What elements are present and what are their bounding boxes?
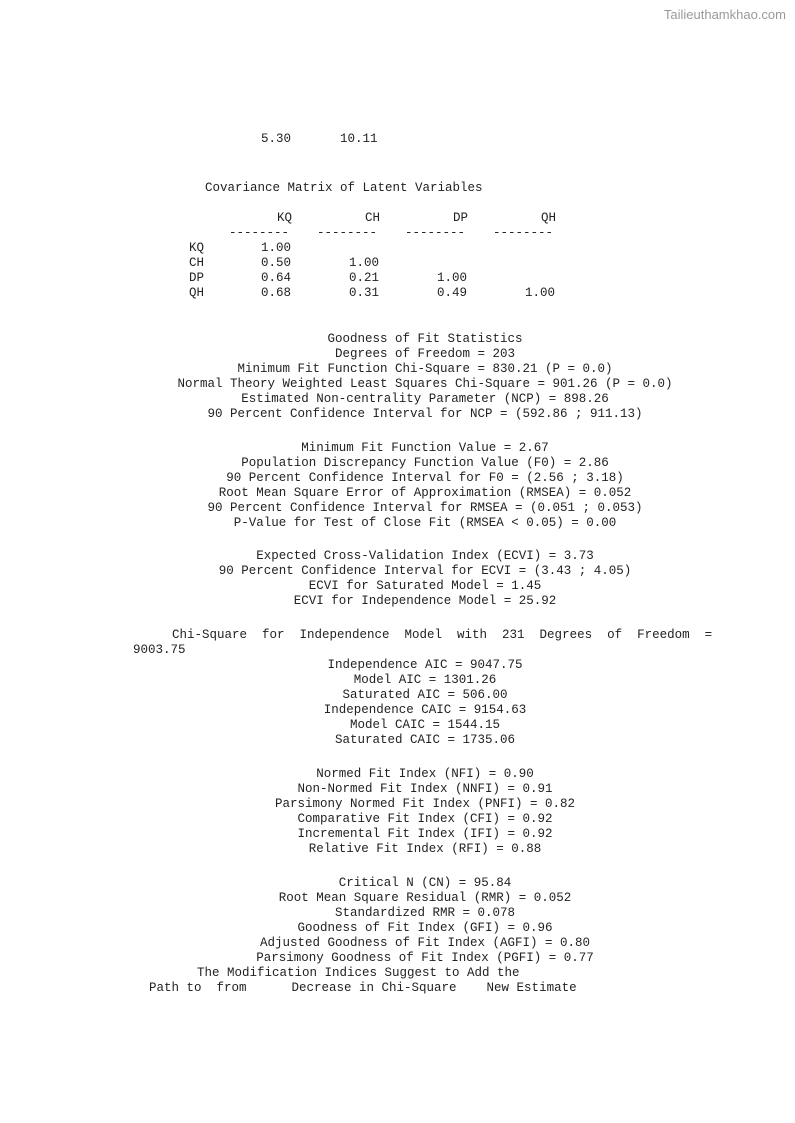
fit-stat-line: ECVI for Independence Model = 25.92: [293, 594, 557, 608]
fit-stat-line: Relative Fit Index (RFI) = 0.88: [308, 842, 542, 856]
row-label-dp: DP: [189, 271, 205, 285]
col-header-ch: CH: [365, 211, 381, 225]
fit-stat-line: Estimated Non-centrality Parameter (NCP) = 898.26: [241, 392, 609, 406]
cell-qh-ch: 0.31: [349, 286, 380, 300]
fit-stat-line: Independence AIC = 9047.75: [327, 658, 523, 672]
row-label-ch: CH: [189, 256, 205, 270]
fit-stat-line: 90 Percent Confidence Interval for RMSEA = (0.051 ; 0.053): [207, 501, 643, 515]
modification-title: The Modification Indices Suggest to Add the: [197, 966, 520, 980]
fit-stat-line: Goodness of Fit Statistics: [327, 332, 523, 346]
fit-stat-line: 90 Percent Confidence Interval for F0 = (2.56 ; 3.18): [226, 471, 624, 485]
fit-stat-line: P-Value for Test of Close Fit (RMSEA < 0.05) = 0.00: [233, 516, 617, 530]
independence-chi-square-line: Chi-Square for Independence Model with 231 Degrees of Freedom =: [172, 628, 713, 642]
fit-stat-line: Root Mean Square Residual (RMR) = 0.052: [278, 891, 572, 905]
fit-stat-line: Goodness of Fit Index (GFI) = 0.96: [297, 921, 553, 935]
cell-qh-qh: 1.00: [525, 286, 556, 300]
separator-qh: --------: [493, 226, 554, 240]
cell-qh-dp: 0.49: [437, 286, 468, 300]
top-value-2: 10.11: [340, 132, 378, 146]
watermark: Tailieuthamkhao.com: [663, 7, 786, 22]
fit-stat-line: Saturated AIC = 506.00: [342, 688, 508, 702]
fit-stat-line: 90 Percent Confidence Interval for NCP = (592.86 ; 911.13): [207, 407, 643, 421]
fit-stat-line: Independence CAIC = 9154.63: [323, 703, 527, 717]
cell-dp-ch: 0.21: [349, 271, 380, 285]
cell-ch-kq: 0.50: [261, 256, 292, 270]
fit-stat-line: ECVI for Saturated Model = 1.45: [308, 579, 542, 593]
separator-kq: --------: [229, 226, 290, 240]
row-label-kq: KQ: [189, 241, 205, 255]
fit-stat-line: Minimum Fit Function Value = 2.67: [301, 441, 549, 455]
fit-stat-line: Parsimony Goodness of Fit Index (PGFI) = 0.77: [256, 951, 594, 965]
col-header-dp: DP: [453, 211, 469, 225]
fit-stat-line: Minimum Fit Function Chi-Square = 830.21 (P = 0.0): [237, 362, 613, 376]
cell-dp-dp: 1.00: [437, 271, 468, 285]
fit-stat-line: Model AIC = 1301.26: [353, 673, 497, 687]
col-header-qh: QH: [541, 211, 557, 225]
fit-stat-line: Population Discrepancy Function Value (F0) = 2.86: [241, 456, 609, 470]
separator-dp: --------: [405, 226, 466, 240]
top-value-1: 5.30: [261, 132, 292, 146]
cell-dp-kq: 0.64: [261, 271, 292, 285]
fit-stat-line: Normal Theory Weighted Least Squares Chi-Square = 901.26 (P = 0.0): [177, 377, 673, 391]
col-header-kq: KQ: [277, 211, 293, 225]
cell-ch-ch: 1.00: [349, 256, 380, 270]
fit-stat-line: Normed Fit Index (NFI) = 0.90: [316, 767, 534, 781]
fit-stat-line: Expected Cross-Validation Index (ECVI) = 3.73: [256, 549, 594, 563]
fit-stat-line: Standardized RMR = 0.078: [334, 906, 516, 920]
cell-kq-kq: 1.00: [261, 241, 292, 255]
fit-stat-line: 90 Percent Confidence Interval for ECVI = (3.43 ; 4.05): [218, 564, 632, 578]
fit-stat-line: Model CAIC = 1544.15: [349, 718, 501, 732]
fit-stat-line: Parsimony Normed Fit Index (PNFI) = 0.82: [274, 797, 576, 811]
covariance-title: Covariance Matrix of Latent Variables: [205, 181, 483, 195]
fit-stat-line: Degrees of Freedom = 203: [334, 347, 516, 361]
modification-columns: Path to from Decrease in Chi-Square New Estimate: [149, 981, 577, 995]
fit-stat-line: Saturated CAIC = 1735.06: [334, 733, 516, 747]
fit-stat-line: Adjusted Goodness of Fit Index (AGFI) = 0.80: [259, 936, 591, 950]
fit-stat-line: Incremental Fit Index (IFI) = 0.92: [297, 827, 553, 841]
fit-stat-line: Non-Normed Fit Index (NNFI) = 0.91: [297, 782, 553, 796]
fit-stat-line: Critical N (CN) = 95.84: [338, 876, 512, 890]
fit-stat-line: Root Mean Square Error of Approximation (RMSEA) = 0.052: [218, 486, 632, 500]
cell-qh-kq: 0.68: [261, 286, 292, 300]
row-label-qh: QH: [189, 286, 205, 300]
fit-stat-line: Comparative Fit Index (CFI) = 0.92: [297, 812, 553, 826]
separator-ch: --------: [317, 226, 378, 240]
independence-chi-square-value: 9003.75: [133, 643, 186, 657]
